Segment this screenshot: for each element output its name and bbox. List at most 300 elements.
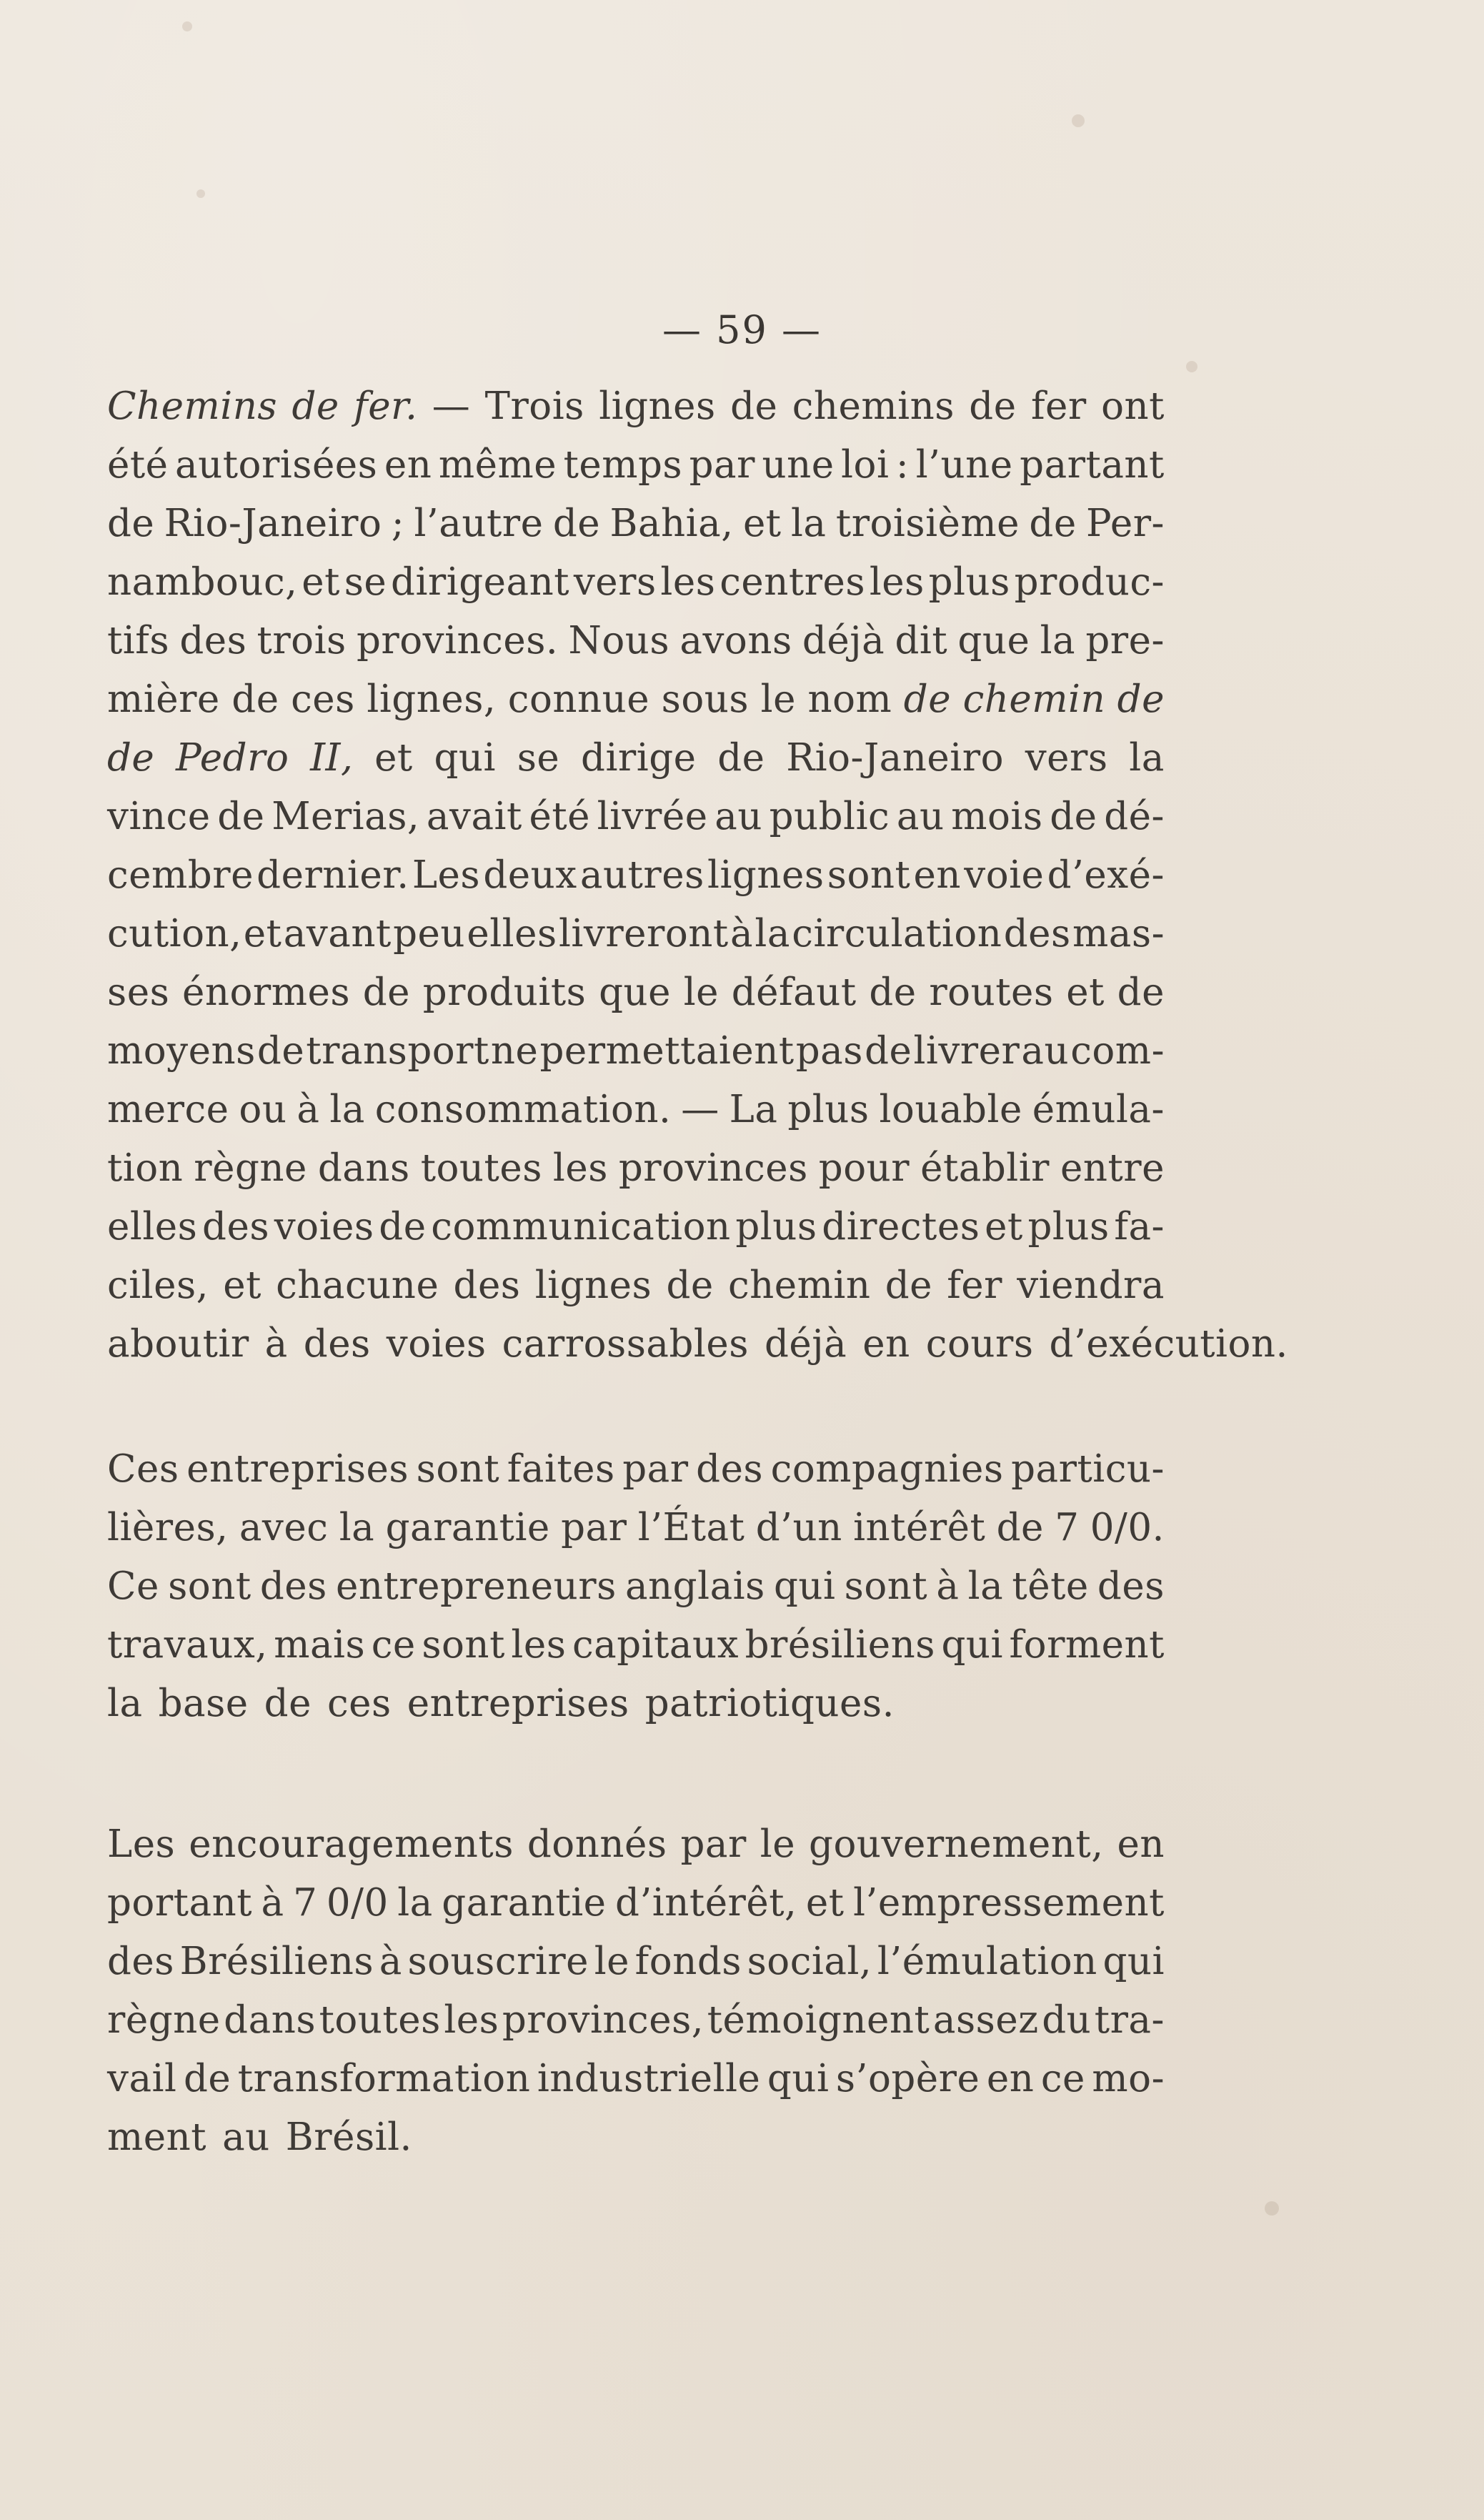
text-word: sont <box>422 1623 505 1667</box>
text-word: le <box>760 678 796 721</box>
text-word: Brésiliens <box>179 1940 374 1983</box>
text-word: transformation <box>237 2057 531 2100</box>
text-word: ; <box>391 502 405 545</box>
text-word: le <box>594 1940 630 1983</box>
text-word: la <box>1129 736 1165 780</box>
text-word: ont <box>1101 385 1165 428</box>
text-word: de <box>183 2057 231 2100</box>
text-word: des <box>202 1205 270 1249</box>
text-word: et <box>985 1205 1023 1249</box>
text-word: à <box>936 1564 960 1608</box>
text-word: le <box>683 971 719 1014</box>
text-word: : <box>895 443 910 487</box>
text-word: au <box>714 795 762 838</box>
text-word: de <box>552 502 601 545</box>
text-word: Rio-Janeiro <box>164 502 382 545</box>
text-word: en <box>384 443 432 487</box>
text-word: avec <box>239 1506 329 1549</box>
text-line <box>107 1198 1165 1256</box>
text-word: dit <box>895 619 948 663</box>
text-word: déjà <box>802 619 885 663</box>
text-line <box>107 1499 1165 1557</box>
text-word: faites <box>507 1447 615 1491</box>
text-word: — <box>432 385 471 428</box>
text-word: forment <box>1009 1623 1165 1667</box>
text-word: sont <box>416 1447 500 1491</box>
text-word: de <box>865 1029 912 1073</box>
text-line <box>107 436 1165 495</box>
text-word: ce <box>1040 2057 1085 2100</box>
text-word: entre <box>1060 1146 1165 1190</box>
text-word: Trois <box>484 385 584 428</box>
text-word: de <box>1029 502 1077 545</box>
text-word: à <box>730 912 754 956</box>
text-word: circulation <box>792 912 1002 956</box>
text-word: dé- <box>1104 795 1165 838</box>
text-word: ses <box>107 971 170 1014</box>
text-word: sous <box>661 678 750 721</box>
text-line <box>107 2050 1165 2108</box>
text-word: d’exé- <box>1047 853 1165 897</box>
text-word: mière <box>107 678 220 721</box>
text-word: produits <box>422 971 587 1014</box>
text-word: une <box>762 443 835 487</box>
text-word: à <box>297 1088 320 1131</box>
text-word: de <box>869 971 917 1014</box>
text-word: patriotiques. <box>644 1682 895 1725</box>
text-word: au <box>222 2115 270 2159</box>
paragraph-3 <box>107 1815 1165 2167</box>
text-word: portant <box>107 1881 253 1925</box>
text-word: lignes <box>707 853 825 897</box>
text-word: ces <box>327 1682 392 1725</box>
text-word: fer. <box>354 385 418 428</box>
text-word: et <box>243 912 282 956</box>
text-word: permettaient <box>539 1029 795 1073</box>
text-word: pre- <box>1085 619 1165 663</box>
text-line <box>107 377 1165 436</box>
text-word: le <box>760 1822 796 1866</box>
text-line <box>107 1022 1165 1081</box>
text-word: Rio-Janeiro <box>786 736 1004 780</box>
text-word: louable <box>879 1088 1022 1131</box>
text-word: aboutir <box>107 1322 249 1366</box>
text-word: provinces <box>618 1146 808 1190</box>
text-word: industrielle <box>537 2057 761 2100</box>
text-word: sont <box>168 1564 252 1608</box>
text-word: se <box>344 560 387 604</box>
text-word: se <box>517 736 560 780</box>
text-word: moyens <box>107 1029 256 1073</box>
text-line <box>107 788 1165 846</box>
text-word: que <box>957 619 1030 663</box>
text-word: à <box>264 1322 288 1366</box>
text-word: Les <box>107 1822 176 1866</box>
text-word: mois <box>951 795 1043 838</box>
text-word: tête <box>1012 1564 1089 1608</box>
text-word: Brésil. <box>285 2115 412 2159</box>
text-word: entrepreneurs <box>335 1564 617 1608</box>
text-word: défaut <box>731 971 857 1014</box>
text-word: par <box>689 443 755 487</box>
text-word: cembre <box>107 853 254 897</box>
text-word: la <box>397 1881 433 1925</box>
text-word: provinces. <box>356 619 559 663</box>
text-word: les <box>552 1146 608 1190</box>
text-word: carrossables <box>502 1322 749 1366</box>
text-word: sont <box>827 853 911 897</box>
text-word: entreprises <box>407 1682 629 1725</box>
text-word: même <box>438 443 557 487</box>
text-word: Les <box>412 853 481 897</box>
text-word: ou <box>239 1088 287 1131</box>
text-word: de <box>217 795 265 838</box>
text-word: base <box>158 1682 249 1725</box>
text-word: dans <box>317 1146 410 1190</box>
text-word: elles <box>467 912 557 956</box>
text-word: des <box>1097 1564 1165 1608</box>
paper-stain <box>1072 114 1085 127</box>
text-word: la <box>755 912 790 956</box>
text-word: dirigeant <box>391 560 570 604</box>
text-word: fer <box>1030 385 1087 428</box>
paragraph-1 <box>107 377 1288 1374</box>
text-word: public <box>769 795 890 838</box>
text-word: elles <box>107 1205 198 1249</box>
text-word: des <box>179 619 247 663</box>
text-word: particu- <box>1011 1447 1165 1491</box>
text-word: — <box>681 1088 719 1131</box>
text-word: en <box>913 853 962 897</box>
text-word: transport <box>306 1029 489 1073</box>
text-word: de <box>969 385 1017 428</box>
text-word: fa- <box>1114 1205 1165 1249</box>
text-word: qui <box>1102 1940 1165 1983</box>
text-word: les <box>444 1998 499 2042</box>
text-word: lignes <box>599 385 716 428</box>
text-word: à <box>261 1881 284 1925</box>
text-word: peu <box>393 912 466 956</box>
text-word: qui <box>941 1623 1004 1667</box>
text-word: de <box>1117 971 1165 1014</box>
text-word: chemins <box>792 385 955 428</box>
text-word: lignes <box>534 1264 652 1307</box>
text-word: partant <box>1020 443 1165 487</box>
text-word: 7 <box>1055 1506 1080 1549</box>
text-word: la <box>967 1564 1004 1608</box>
text-word: Ce <box>107 1564 159 1608</box>
text-word: au <box>1021 1029 1070 1073</box>
text-word: Per- <box>1086 502 1165 545</box>
text-word: garantie <box>385 1506 550 1549</box>
text-word: entreprises <box>186 1447 409 1491</box>
text-word: temps <box>563 443 683 487</box>
text-word: vers <box>1025 736 1108 780</box>
text-word: travaux, <box>107 1623 268 1667</box>
text-word: de <box>1117 678 1165 721</box>
text-word: viendra <box>1017 1264 1165 1307</box>
text-line <box>107 2108 1165 2167</box>
text-word: et <box>805 1881 845 1925</box>
text-word: l’une <box>915 443 1013 487</box>
text-word: ment <box>107 2115 207 2159</box>
text-word: de <box>903 678 952 721</box>
text-word: ce <box>371 1623 416 1667</box>
text-word: garantie <box>442 1881 607 1925</box>
text-word: témoignent <box>707 1998 930 2042</box>
text-word: 0/0 <box>326 1881 389 1925</box>
text-word: Merias, <box>272 795 420 838</box>
text-word: et <box>742 502 782 545</box>
text-word: en <box>1117 1822 1165 1866</box>
text-word: l’autre <box>414 502 544 545</box>
text-word: plus <box>928 560 1010 604</box>
text-word: dirige <box>581 736 697 780</box>
text-line <box>107 553 1165 612</box>
text-word: assez <box>932 1998 1039 2042</box>
text-word: loi <box>841 443 890 487</box>
text-word: consommation. <box>374 1088 672 1131</box>
text-word: de <box>257 1029 305 1073</box>
text-word: Nous <box>568 619 670 663</box>
text-word: avant <box>283 912 392 956</box>
text-word: livrer <box>913 1029 1020 1073</box>
text-word: du <box>1042 1998 1092 2042</box>
text-word: avait <box>426 795 522 838</box>
text-word: voies <box>386 1322 487 1366</box>
text-line <box>107 729 1165 788</box>
text-word: brésiliens <box>745 1623 935 1667</box>
text-line <box>107 846 1165 905</box>
text-word: nom <box>807 678 892 721</box>
text-word: merce <box>107 1088 229 1131</box>
text-word: l’empressement <box>853 1881 1165 1925</box>
text-word: mas- <box>1072 912 1165 956</box>
text-word: qui <box>773 1564 836 1608</box>
text-word: toutes <box>420 1146 542 1190</box>
text-line <box>107 670 1165 729</box>
text-word: et <box>374 736 413 780</box>
text-word: de <box>379 1205 427 1249</box>
text-word: de <box>666 1264 714 1307</box>
text-word: cution, <box>107 912 242 956</box>
text-line <box>107 612 1165 670</box>
text-word: en <box>862 1322 910 1366</box>
text-word: à <box>379 1940 402 1983</box>
text-word: voies <box>274 1205 374 1249</box>
text-word: vers <box>573 560 657 604</box>
text-word: des <box>453 1264 521 1307</box>
text-word: de <box>885 1264 932 1307</box>
paper-stain <box>182 21 192 31</box>
text-word: autorisées <box>175 443 378 487</box>
text-word: au <box>896 795 945 838</box>
text-line <box>107 1557 1165 1616</box>
text-word: d’intérêt, <box>615 1881 797 1925</box>
text-word: la <box>107 1682 143 1725</box>
paper-stain <box>1186 361 1197 372</box>
text-line <box>107 1139 1165 1198</box>
text-word: dans <box>224 1998 317 2042</box>
text-word: été <box>107 443 169 487</box>
text-word: des <box>696 1447 764 1491</box>
text-word: autres <box>579 853 704 897</box>
text-line <box>107 1616 1165 1675</box>
text-word: de <box>264 1682 312 1725</box>
text-word: fer <box>947 1264 1003 1307</box>
text-word: sont <box>844 1564 928 1608</box>
text-word: nambouc, <box>107 560 298 604</box>
text-word: gouvernement, <box>809 1822 1104 1866</box>
text-word: connue <box>507 678 650 721</box>
text-word: voie <box>964 853 1045 897</box>
text-word: par <box>622 1447 689 1491</box>
text-word: compagnies <box>770 1447 1004 1491</box>
text-word: de <box>730 385 778 428</box>
text-word: chemin <box>727 1264 871 1307</box>
text-word: deux <box>483 853 577 897</box>
text-word: tion <box>107 1146 184 1190</box>
text-word: tifs <box>107 619 170 663</box>
text-line <box>107 905 1165 963</box>
text-word: II, <box>310 736 354 780</box>
text-word: livrée <box>597 795 708 838</box>
text-word: routes <box>929 971 1054 1014</box>
paper-stain <box>1265 2201 1279 2216</box>
text-word: la <box>329 1088 365 1131</box>
text-word: livreront <box>558 912 729 956</box>
text-word: de <box>996 1506 1044 1549</box>
text-line <box>107 495 1165 553</box>
text-word: plus <box>787 1088 870 1131</box>
text-line <box>107 1815 1165 1874</box>
text-line <box>107 963 1165 1022</box>
text-word: d’exécution. <box>1049 1322 1288 1366</box>
page-number: — 59 — <box>662 307 822 352</box>
text-word: la <box>1040 619 1076 663</box>
text-word: de <box>1050 795 1097 838</box>
text-word: Chemins <box>107 385 278 428</box>
text-word: mais <box>274 1623 366 1667</box>
text-word: directes <box>822 1205 980 1249</box>
text-word: social, <box>747 1940 872 1983</box>
text-word: tra- <box>1094 1998 1165 2042</box>
text-word: encouragements <box>189 1822 514 1866</box>
text-word: déjà <box>764 1322 847 1366</box>
text-word: provinces, <box>502 1998 704 2042</box>
text-word: et <box>302 560 340 604</box>
text-word: fonds <box>634 1940 742 1983</box>
text-word: capitaux <box>572 1623 739 1667</box>
text-word: plus <box>1027 1205 1110 1249</box>
text-word: vince <box>107 795 211 838</box>
text-word: intérêt <box>853 1506 986 1549</box>
text-word: donnés <box>527 1822 667 1866</box>
text-word: de <box>717 736 765 780</box>
text-word: les <box>869 560 925 604</box>
text-word: des <box>303 1322 371 1366</box>
text-word: anglais <box>624 1564 765 1608</box>
text-word: l’émulation <box>877 1940 1097 1983</box>
text-word: com- <box>1070 1029 1165 1073</box>
text-word: qui <box>434 736 496 780</box>
text-word: de <box>231 678 279 721</box>
text-word: d’un <box>755 1506 842 1549</box>
text-word: par <box>680 1822 747 1866</box>
text-word: en <box>986 2057 1035 2100</box>
text-word: 0/0. <box>1090 1506 1165 1549</box>
text-word: la <box>790 502 827 545</box>
text-word: lières, <box>107 1506 229 1549</box>
text-word: de <box>107 736 155 780</box>
text-word: plus <box>735 1205 817 1249</box>
text-word: des <box>259 1564 327 1608</box>
text-word: ces <box>291 678 355 721</box>
text-word: vail <box>107 2057 177 2100</box>
text-word: les <box>660 560 716 604</box>
text-word: que <box>599 971 672 1014</box>
text-word: établir <box>920 1146 1050 1190</box>
text-word: des <box>1003 912 1071 956</box>
text-word: cours <box>925 1322 1034 1366</box>
text-word: règne <box>194 1146 307 1190</box>
text-word: s’opère <box>835 2057 980 2100</box>
text-word: et <box>223 1264 262 1307</box>
text-word: ciles, <box>107 1264 209 1307</box>
text-line <box>107 1440 1165 1499</box>
text-word: les <box>511 1623 567 1667</box>
text-word: qui <box>767 2057 830 2100</box>
text-word: Ces <box>107 1447 179 1491</box>
text-line <box>107 1991 1165 2050</box>
text-word: de <box>107 502 155 545</box>
text-word: avons <box>679 619 792 663</box>
text-word: chacune <box>276 1264 439 1307</box>
text-word: dernier. <box>257 853 409 897</box>
paragraph-2 <box>107 1440 1165 1733</box>
text-word: toutes <box>319 1998 441 2042</box>
text-word: lignes, <box>367 678 497 721</box>
text-line <box>107 1874 1165 1933</box>
text-word: Pedro <box>176 736 289 780</box>
text-word: pour <box>818 1146 910 1190</box>
text-word: ne <box>490 1029 539 1073</box>
text-word: des <box>107 1940 174 1983</box>
text-word: par <box>561 1506 627 1549</box>
text-word: l’État <box>637 1506 745 1549</box>
text-word: chemin <box>962 678 1106 721</box>
text-line <box>107 1081 1165 1139</box>
text-word: mo- <box>1092 2057 1165 2100</box>
text-word: et <box>1066 971 1105 1014</box>
text-word: communication <box>431 1205 731 1249</box>
text-line <box>107 1256 1165 1315</box>
paper-stain <box>196 189 205 198</box>
text-word: la <box>339 1506 375 1549</box>
text-line <box>107 1933 1165 1991</box>
text-word: souscrire <box>407 1940 589 1983</box>
text-word: produc- <box>1014 560 1165 604</box>
text-word: Bahia, <box>609 502 734 545</box>
text-line <box>107 1315 1288 1374</box>
text-word: de <box>292 385 339 428</box>
text-word: trois <box>257 619 347 663</box>
text-line <box>107 1675 1165 1733</box>
text-word: troisième <box>835 502 1020 545</box>
text-word: règne <box>107 1998 221 2042</box>
text-word: émula- <box>1032 1088 1165 1131</box>
text-word: 7 <box>293 1881 318 1925</box>
